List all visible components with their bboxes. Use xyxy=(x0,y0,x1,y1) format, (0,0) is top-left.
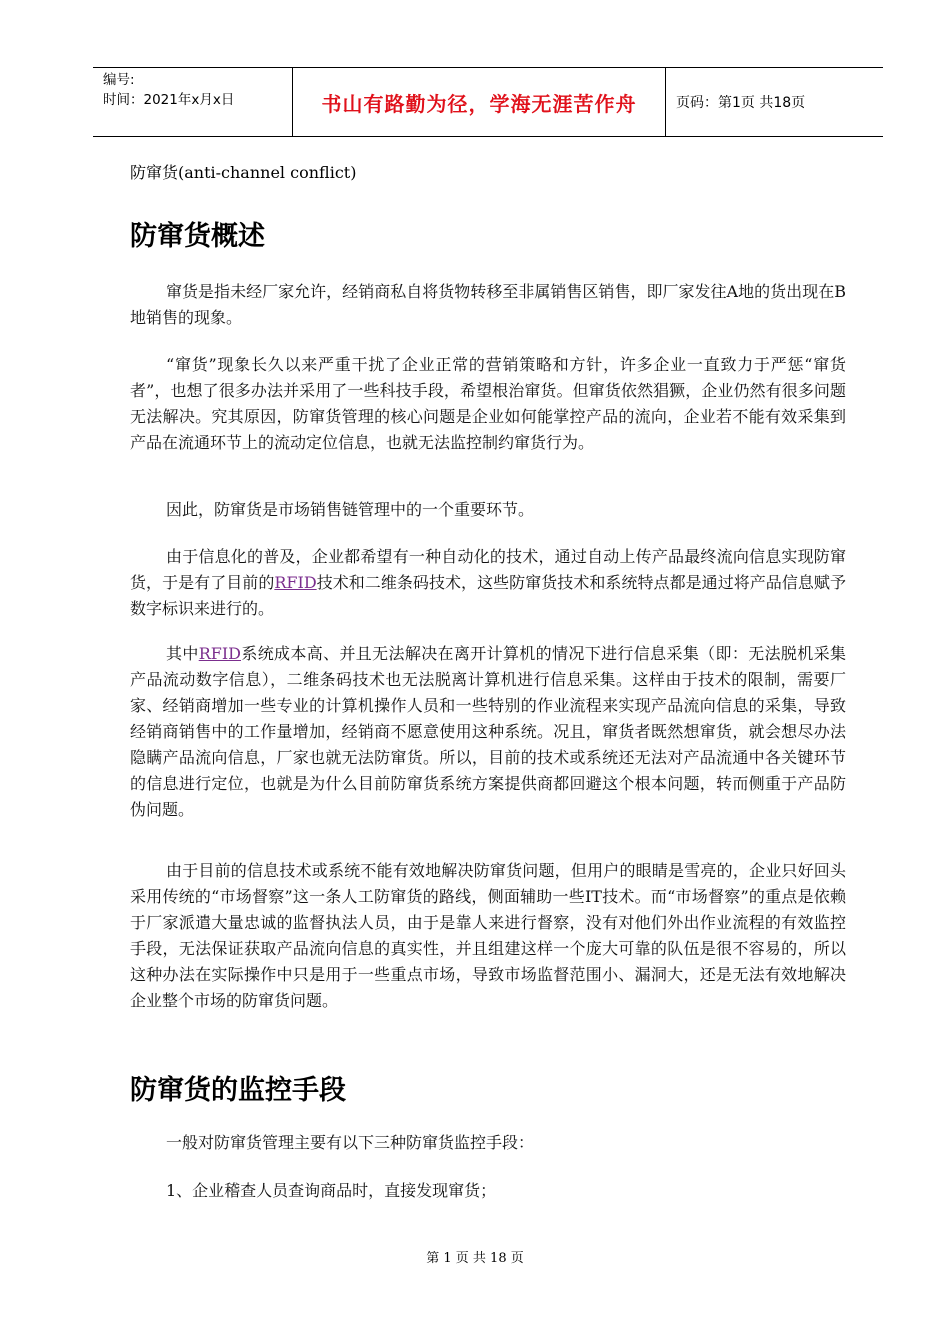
paragraph-2: “窜货”现象长久以来严重干扰了企业正常的营销策略和方针，许多企业一直致力于严惩“窜货者”，也想了很多办法并采用了一些科技手段，希望根治窜货。但窜货依然猖獗，企业仍然有很多问题无法解决。究其原因，防窜货管理的核心问题是企业如何能掌控产品的流向，企业若不能有效采集到产品在流通环节上的流动定位信息，也就无法监控制约窜货行为。 xyxy=(130,355,846,452)
header-meta-cell xyxy=(93,68,293,136)
paragraph-5-text-a: 其中 xyxy=(166,644,199,663)
paragraph-8: 1、企业稽查人员查询商品时，直接发现窜货； xyxy=(166,1181,497,1200)
time-label: 时间：2021年x月x日 xyxy=(103,92,235,108)
header-page-code: 页码：第1页 共18页 xyxy=(676,95,806,111)
section-title-monitoring: 防窜货的监控手段 xyxy=(130,1075,346,1106)
paragraph-5-text-b: 系统成本高、并且无法解决在离开计算机的情况下进行信息采集（即：无法脱机采集产品流动数字信息），二维条码技术也无法脱离计算机进行信息采集。这样由于技术的限制，需要厂家、经销商增加一些专业的计算机操作人员和一些特别的作业流程来实现产品流向信息的采集，导致经销商销售中的工作量增加，经销商不愿意使用这种系统。况且，窜货者既然想窜货，就会想尽办法隐瞒产品流向信息，厂家也就无法防窜货。所以，目前的技术或系统还无法对产品流通中各关键环节的信息进行定位，也就是为什么目前防窜货系统方案提供商都回避这个根本问题，转而侧重于产品防伪问题。 xyxy=(130,644,846,819)
paragraph-6: 由于目前的信息技术或系统不能有效地解决防窜货问题，但用户的眼睛是雪亮的，企业只好回头采用传统的“市场督察”这一条人工防窜货的路线，侧面辅助一些IT技术。而“市场督察”的重点是依赖于厂家派遣大量忠诚的监督执法人员，由于是靠人来进行督察，没有对他们外出作业流程的有效监控手段，无法保证获取产品流向信息的真实性，并且组建这样一个庞大可靠的队伍是很不容易的，所以这种办法在实际操作中只是用于一些重点市场，导致市场监督范围小、漏洞大，还是无法有效地解决企业整个市场的防窜货问题。 xyxy=(130,861,846,1010)
paragraph-4-text-b: 技术和二维条码技术，这些防窜货技术和系统特点都是通过将产品信息赋予数字标识来进行的。 xyxy=(130,573,846,618)
header-motto: 书山有路勤为径，学海无涯苦作舟 xyxy=(293,68,666,136)
page-footer: 第 1 页 共 18 页 xyxy=(426,1251,524,1266)
doc-subtitle: 防窜货(anti-channel conflict) xyxy=(130,163,357,182)
section-title-overview: 防窜货概述 xyxy=(130,221,265,252)
header-table xyxy=(93,67,883,137)
paragraph-5 xyxy=(130,641,846,823)
rfid-link[interactable]: RFID xyxy=(274,573,317,592)
paragraph-1: 窜货是指未经厂家允许，经销商私自将货物转移至非属销售区销售，即厂家发往A地的货出现在B地销售的现象。 xyxy=(130,282,846,327)
paragraph-4-text-a: 由于信息化的普及，企业都希望有一种自动化的技术，通过自动上传产品最终流向信息实现防窜货，于是有了目前的 xyxy=(130,547,846,592)
paragraph-3: 因此，防窜货是市场销售链管理中的一个重要环节。 xyxy=(166,500,535,519)
paragraph-7: 一般对防窜货管理主要有以下三种防窜货监控手段： xyxy=(166,1133,535,1152)
number-label: 编号: xyxy=(103,72,135,88)
rfid-link[interactable]: RFID xyxy=(198,644,241,663)
paragraph-4 xyxy=(130,544,846,622)
